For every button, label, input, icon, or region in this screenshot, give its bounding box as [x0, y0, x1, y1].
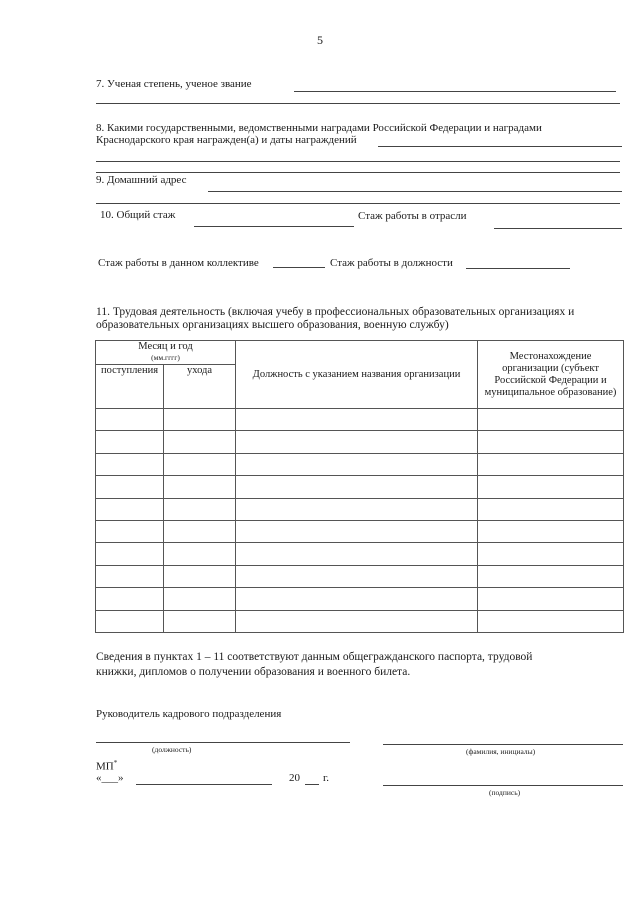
- entry-date-cell[interactable]: [96, 588, 164, 610]
- table-header-row-1: [96, 341, 624, 365]
- awards-line-1[interactable]: [378, 146, 622, 147]
- academic-degree-line-2[interactable]: [96, 103, 620, 104]
- academic-degree-line-1[interactable]: [294, 91, 616, 92]
- position-cell[interactable]: [236, 453, 478, 475]
- location-cell[interactable]: [478, 409, 624, 431]
- position-cell[interactable]: [236, 565, 478, 587]
- position-experience-line[interactable]: [466, 268, 570, 269]
- table-row: [96, 409, 624, 431]
- location-cell[interactable]: [478, 588, 624, 610]
- industry-experience-line[interactable]: [494, 228, 622, 229]
- position-cell[interactable]: [236, 610, 478, 632]
- table-row: [96, 588, 624, 610]
- month-year-header: [96, 341, 236, 365]
- location-cell[interactable]: [478, 543, 624, 565]
- home-address-label: 9. Домашний адрес: [96, 174, 187, 186]
- table-row: [96, 431, 624, 453]
- table-row: [96, 453, 624, 475]
- entry-date-cell[interactable]: [96, 453, 164, 475]
- awards-label-line-1: 8. Какими государственными, ведомственными наградами Российской Федерации и наградами: [96, 122, 542, 134]
- home-address-line-2[interactable]: [96, 203, 620, 204]
- work-history-table: [95, 340, 624, 633]
- year-prefix: 20: [289, 772, 300, 784]
- work-history-label-line-2: образовательных организациях высшего образования, военную службу): [96, 319, 449, 331]
- exit-date-cell[interactable]: [164, 431, 236, 453]
- month-year-label: Месяц и год: [138, 341, 193, 352]
- entry-date-cell[interactable]: [96, 409, 164, 431]
- position-header: Должность с указанием названия организации: [236, 341, 478, 409]
- position-cell[interactable]: [236, 431, 478, 453]
- exit-date-cell[interactable]: [164, 588, 236, 610]
- table-row: [96, 610, 624, 632]
- entry-date-header: поступления: [96, 365, 164, 409]
- statement-line-1: Сведения в пунктах 1 – 11 соответствуют данным общегражданского паспорта, трудовой: [96, 651, 533, 663]
- table-row: [96, 476, 624, 498]
- entry-date-cell[interactable]: [96, 476, 164, 498]
- statement-line-2: книжки, дипломов о получении образования и военного билета.: [96, 666, 411, 678]
- table-row: [96, 543, 624, 565]
- mm-format-label: (мм.гггг): [151, 353, 180, 362]
- position-cell[interactable]: [236, 520, 478, 542]
- academic-degree-label: 7. Ученая степень, ученое звание: [96, 78, 252, 90]
- hr-head-label: Руководитель кадрового подразделения: [96, 708, 282, 720]
- total-experience-line[interactable]: [194, 226, 354, 227]
- position-cell[interactable]: [236, 543, 478, 565]
- location-cell[interactable]: [478, 520, 624, 542]
- work-history-label-line-1: 11. Трудовая деятельность (включая учебу в профессиональных образовательных организациях и: [96, 306, 575, 318]
- collective-experience-label: Стаж работы в данном коллективе: [98, 257, 259, 269]
- position-cell[interactable]: [236, 588, 478, 610]
- position-caption: (должность): [152, 745, 192, 754]
- entry-date-cell[interactable]: [96, 610, 164, 632]
- exit-date-cell[interactable]: [164, 476, 236, 498]
- position-cell[interactable]: [236, 498, 478, 520]
- exit-date-cell[interactable]: [164, 610, 236, 632]
- collective-experience-line[interactable]: [273, 267, 325, 268]
- location-cell[interactable]: [478, 453, 624, 475]
- position-cell[interactable]: [236, 409, 478, 431]
- work-history-rows: [96, 409, 624, 633]
- location-cell[interactable]: [478, 565, 624, 587]
- date-day[interactable]: «___»: [96, 772, 124, 784]
- signature-caption: (подпись): [489, 788, 521, 797]
- exit-date-cell[interactable]: [164, 520, 236, 542]
- awards-line-2[interactable]: [96, 161, 620, 162]
- total-experience-label: 10. Общий стаж: [100, 209, 176, 221]
- page-number: 5: [317, 33, 323, 47]
- date-month-line[interactable]: [136, 784, 272, 785]
- table-row: [96, 565, 624, 587]
- awards-line-3[interactable]: [96, 172, 620, 173]
- location-cell[interactable]: [478, 476, 624, 498]
- signature-line[interactable]: [383, 785, 623, 786]
- entry-date-cell[interactable]: [96, 431, 164, 453]
- exit-date-cell[interactable]: [164, 409, 236, 431]
- awards-label-line-2: Краснодарского края награжден(а) и даты награждений: [96, 134, 357, 146]
- exit-date-cell[interactable]: [164, 543, 236, 565]
- table-row: [96, 498, 624, 520]
- location-header: Местонахождение организации (субъект Российской Федерации и муниципальное образование): [478, 341, 624, 409]
- exit-date-cell[interactable]: [164, 498, 236, 520]
- year-suffix: г.: [323, 772, 330, 784]
- year-line[interactable]: [305, 784, 319, 785]
- industry-experience-label: Стаж работы в отрасли: [358, 210, 467, 222]
- name-line[interactable]: [383, 744, 623, 745]
- entry-date-cell[interactable]: [96, 543, 164, 565]
- exit-date-cell[interactable]: [164, 453, 236, 475]
- location-cell[interactable]: [478, 431, 624, 453]
- location-cell[interactable]: [478, 498, 624, 520]
- entry-date-cell[interactable]: [96, 520, 164, 542]
- entry-date-cell[interactable]: [96, 565, 164, 587]
- exit-date-cell[interactable]: [164, 565, 236, 587]
- stamp-text: МП: [96, 760, 114, 773]
- position-line[interactable]: [96, 742, 350, 743]
- home-address-line-1[interactable]: [208, 191, 622, 192]
- stamp-asterisk: *: [113, 759, 118, 767]
- entry-date-cell[interactable]: [96, 498, 164, 520]
- location-cell[interactable]: [478, 610, 624, 632]
- position-experience-label: Стаж работы в должности: [330, 257, 453, 269]
- position-cell[interactable]: [236, 476, 478, 498]
- name-caption: (фамилия, инициалы): [466, 747, 536, 756]
- table-row: [96, 520, 624, 542]
- exit-date-header: ухода: [164, 365, 236, 409]
